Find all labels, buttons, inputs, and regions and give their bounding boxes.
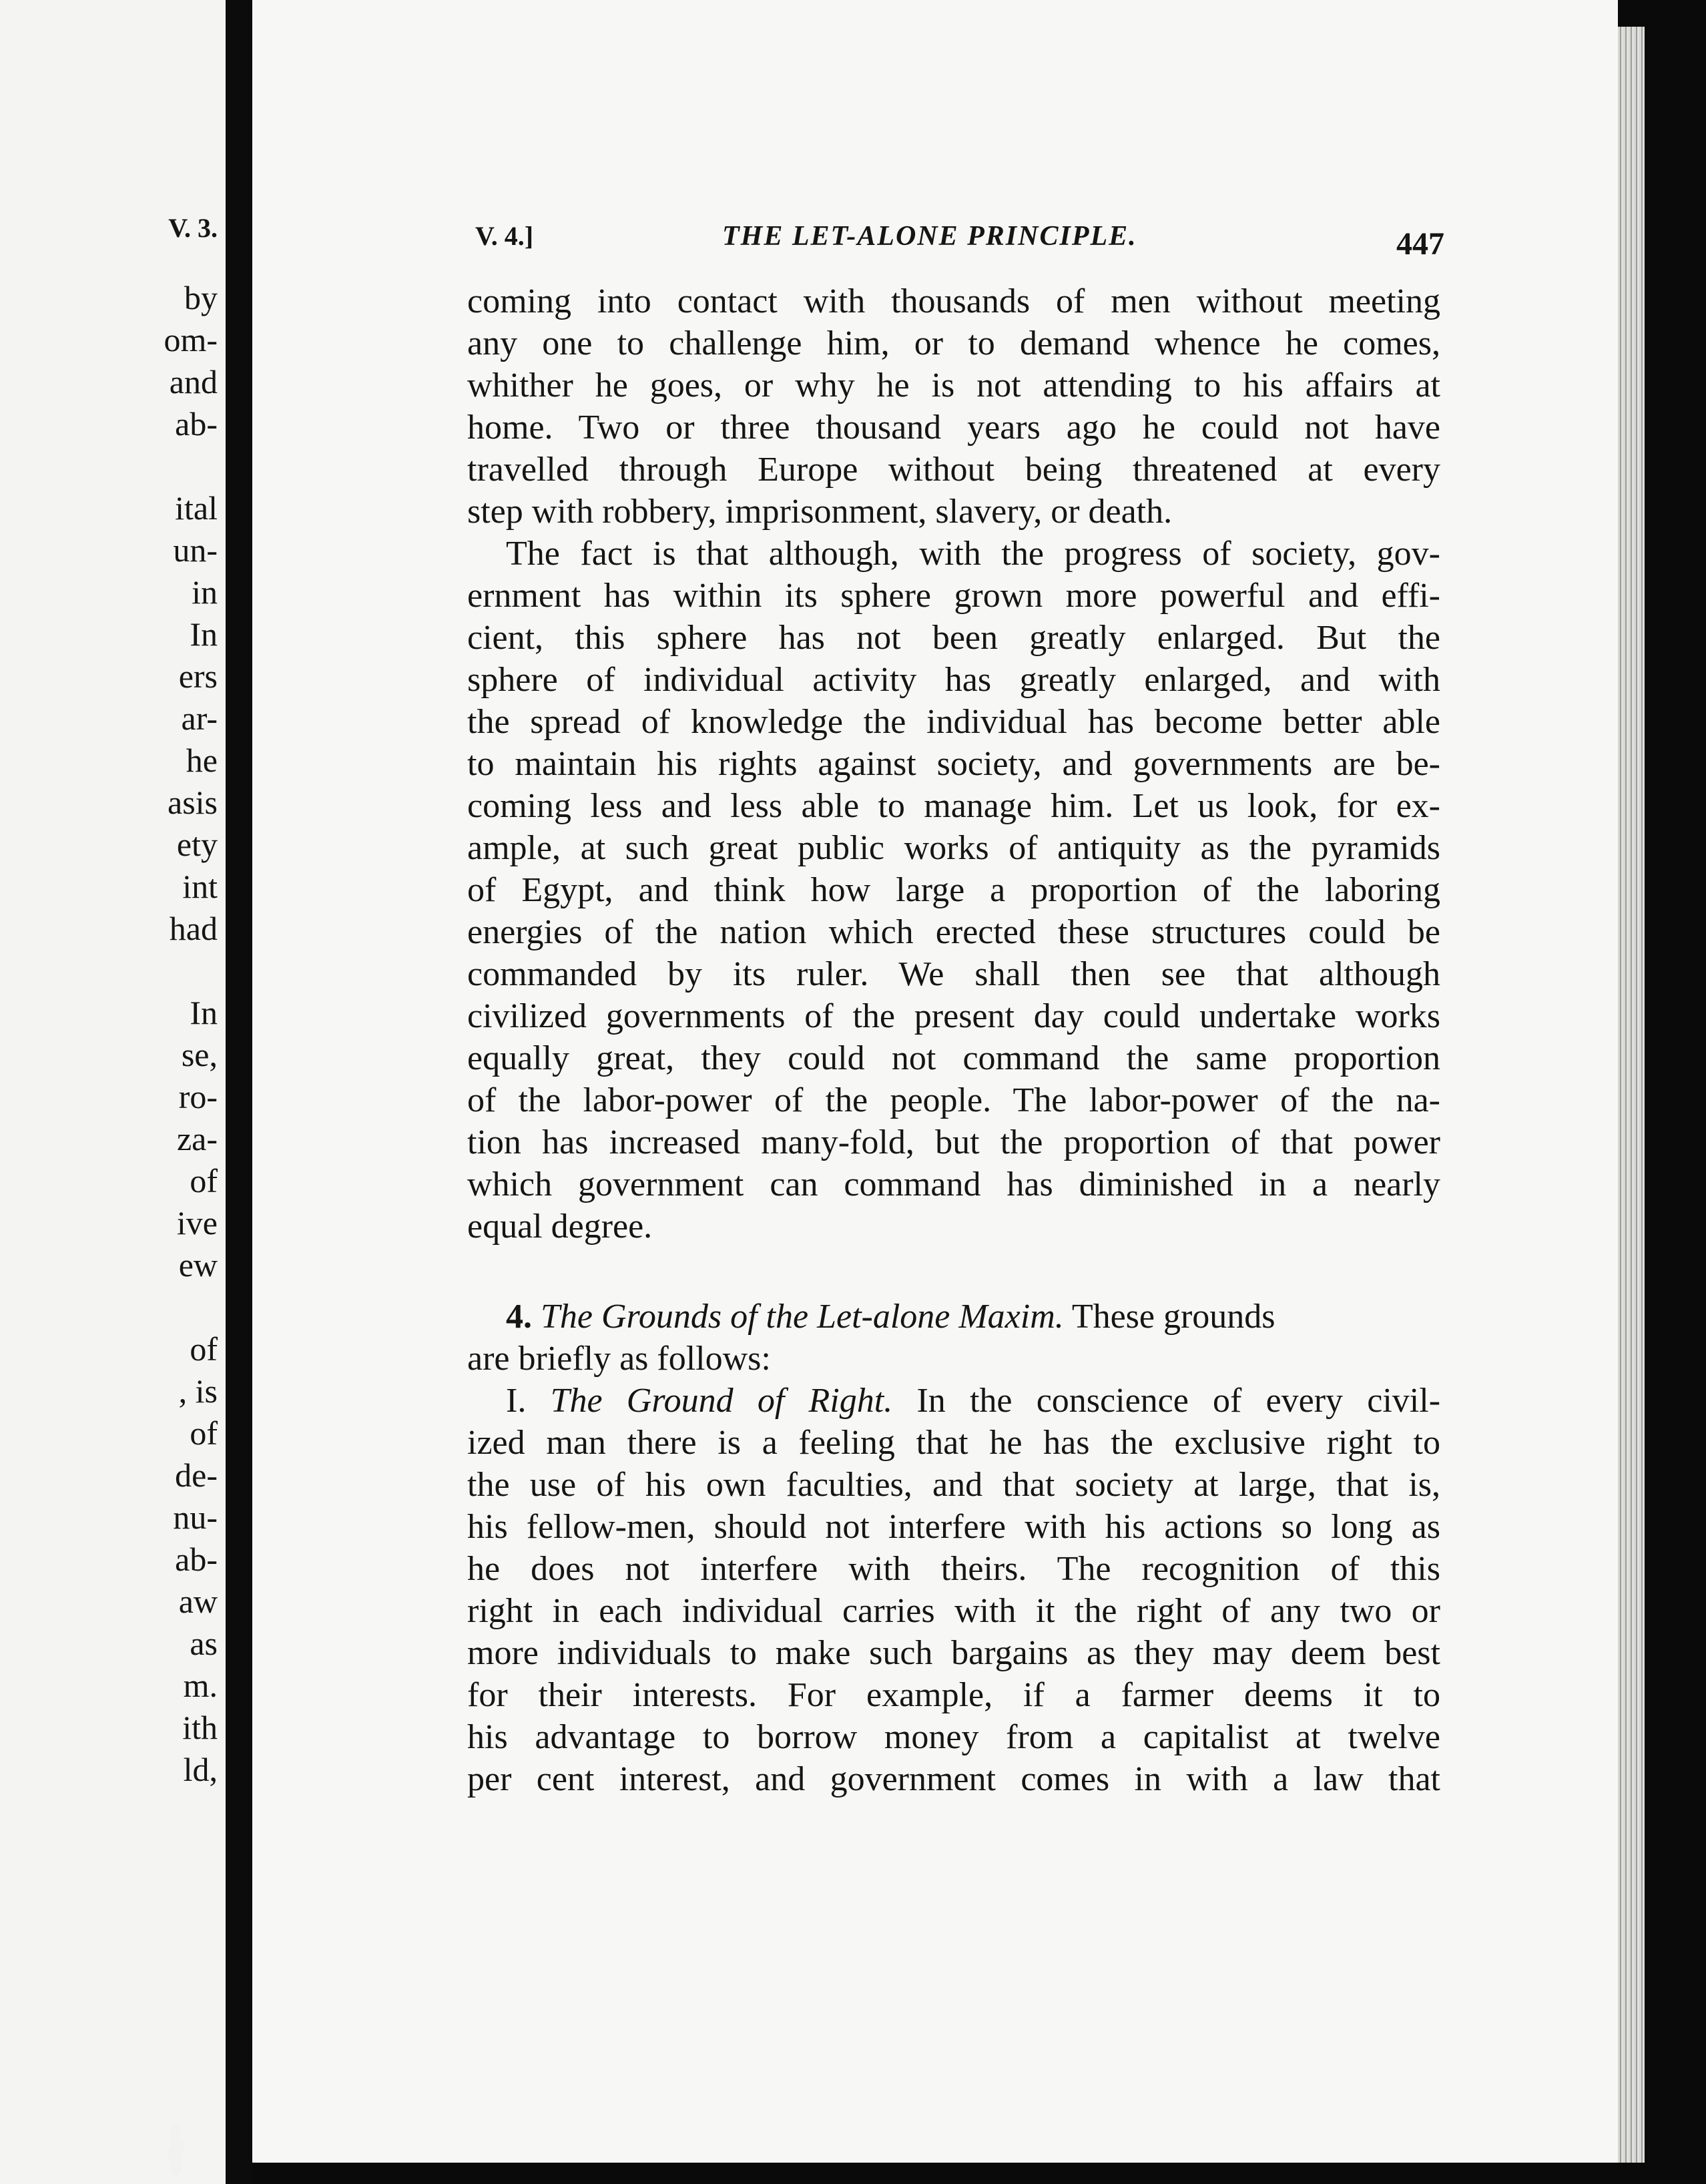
text-line: ample, at such great public works of antiquity as the pyramids	[467, 829, 1440, 867]
line-fragment: aw	[178, 1583, 218, 1620]
line-fragment: asis	[168, 784, 218, 821]
line-fragment: m.	[183, 1667, 218, 1704]
text-line: whither he goes, or why he is not attending to his affairs at	[467, 366, 1440, 404]
line-fragment: ew	[178, 1246, 218, 1284]
text-line: which government can command has diminished in a nearly	[467, 1165, 1440, 1203]
line-fragment: of	[190, 1162, 218, 1199]
text-line: per cent interest, and government comes in with a law that	[467, 1760, 1440, 1798]
line-fragment: ar-	[181, 700, 218, 737]
line-fragment: ab-	[175, 1541, 218, 1578]
text-line: to maintain his rights against society, and governments are be-	[467, 745, 1440, 783]
line-fragment: ith	[182, 1709, 218, 1746]
line-fragment: ab-	[175, 405, 218, 443]
text-line: are briefly as follows:	[467, 1340, 771, 1378]
text-line: his fellow-men, should not interfere with his actions so long as	[467, 1508, 1440, 1546]
line-fragment: ive	[176, 1204, 218, 1242]
line-fragment	[164, 1286, 218, 1328]
running-header	[475, 220, 1444, 260]
text-line: The fact is that although, with the progress of society, gov-	[506, 535, 1440, 573]
text-line: coming less and less able to manage him. Let us look, for ex-	[467, 787, 1440, 825]
section-title: The Grounds of the Let-alone Maxim.	[541, 1298, 1064, 1336]
text-line: for their interests. For example, if a farmer deems it to	[467, 1676, 1440, 1714]
text-line: cient, this sphere has not been greatly enlarged. But the	[467, 619, 1440, 657]
text-line: the spread of knowledge the individual has become better able	[467, 703, 1440, 741]
subsection-I	[467, 1380, 1440, 1800]
text-line: commanded by its ruler. We shall then see that although	[467, 955, 1440, 993]
line-fragment: de-	[175, 1456, 218, 1494]
line-fragment	[164, 445, 218, 487]
line-fragment: as	[190, 1625, 218, 1662]
line-fragment: by	[184, 279, 218, 316]
text-line: more individuals to make such bargains as they may deem best	[467, 1634, 1440, 1672]
text-line: the use of his own faculties, and that society at large, that is,	[467, 1466, 1440, 1504]
subsection-number: I.	[506, 1382, 527, 1420]
text-line: his advantage to borrow money from a capitalist at twelve	[467, 1718, 1440, 1756]
text-line: ized man there is a feeling that he has the exclusive right to	[467, 1424, 1440, 1462]
page-edges	[1618, 27, 1645, 2163]
text-line: equal degree.	[467, 1207, 653, 1246]
scan-speck-marks	[154, 2116, 194, 2183]
text-line: travelled through Europe without being threatened at every	[467, 451, 1440, 489]
section-4	[467, 1296, 1440, 1380]
line-fragment: of	[190, 1330, 218, 1368]
line-fragment: In	[190, 994, 218, 1031]
previous-page	[0, 0, 226, 2184]
book-gutter	[226, 0, 252, 2184]
line-fragment: ers	[178, 657, 218, 695]
line-fragment: In	[190, 615, 218, 653]
text-line: any one to challenge him, or to demand whence he comes,	[467, 324, 1440, 362]
line-fragment: za-	[176, 1120, 218, 1157]
text-line: ernment has within its sphere grown more powerful and effi-	[467, 577, 1440, 615]
line-fragment: int	[182, 868, 218, 905]
running-title: THE LET-ALONE PRINCIPLE.	[722, 221, 1137, 252]
line-fragment: nu-	[173, 1498, 218, 1536]
section-heading	[467, 1296, 1440, 1338]
line-fragment: of	[190, 1414, 218, 1452]
line-fragment: he	[186, 742, 218, 779]
text-line: he does not interfere with theirs. The recognition of this	[467, 1550, 1440, 1588]
line-fragment: had	[169, 910, 218, 947]
previous-page-line-fragments	[164, 277, 218, 1791]
text-line: right in each individual carries with it the right of any two or	[467, 1592, 1440, 1630]
line-fragment: un-	[173, 531, 218, 569]
text-line: equally great, they could not command the same proportion	[467, 1039, 1440, 1077]
subsection-heading	[467, 1380, 1440, 1422]
text-line: tion has increased many-fold, but the proportion of that power	[467, 1123, 1440, 1161]
section-number: 4.	[506, 1298, 532, 1336]
text-line: home. Two or three thousand years ago he could not have	[467, 408, 1440, 447]
line-fragment	[164, 950, 218, 992]
paragraph-2	[467, 533, 1440, 1248]
chapter-section-marker: V. 4.]	[475, 221, 534, 251]
line-fragment: ld,	[183, 1751, 218, 1788]
subsection-lead-text: In the conscience of every civil-	[916, 1382, 1441, 1420]
previous-page-header: V. 3.	[168, 213, 218, 243]
line-fragment: ro-	[178, 1078, 218, 1115]
text-line: energies of the nation which erected these structures could be	[467, 913, 1440, 951]
line-fragment: , is	[178, 1372, 218, 1410]
section-spacer	[467, 1248, 1440, 1296]
line-fragment: ety	[176, 826, 218, 863]
text-line: civilized governments of the present day could undertake works	[467, 997, 1440, 1035]
line-fragment: ital	[175, 489, 218, 527]
text-line: sphere of individual activity has greatly enlarged, and with	[467, 661, 1440, 699]
paragraph-1	[467, 280, 1440, 533]
text-line: step with robbery, imprisonment, slavery, or death.	[467, 493, 1173, 531]
line-fragment: se,	[181, 1036, 218, 1073]
text-line: coming into contact with thousands of men without meeting	[467, 282, 1440, 320]
page-body	[467, 280, 1440, 1800]
line-fragment: and	[169, 363, 218, 400]
text-line: of Egypt, and think how large a proportion of the laboring	[467, 871, 1440, 909]
subsection-title: The Ground of Right.	[550, 1382, 893, 1420]
line-fragment: in	[192, 573, 218, 611]
text-line: of the labor-power of the people. The labor-power of the na-	[467, 1081, 1440, 1119]
line-fragment: om-	[164, 321, 218, 358]
page-number: 447	[1396, 226, 1444, 262]
section-lead-text: These grounds	[1071, 1298, 1275, 1336]
